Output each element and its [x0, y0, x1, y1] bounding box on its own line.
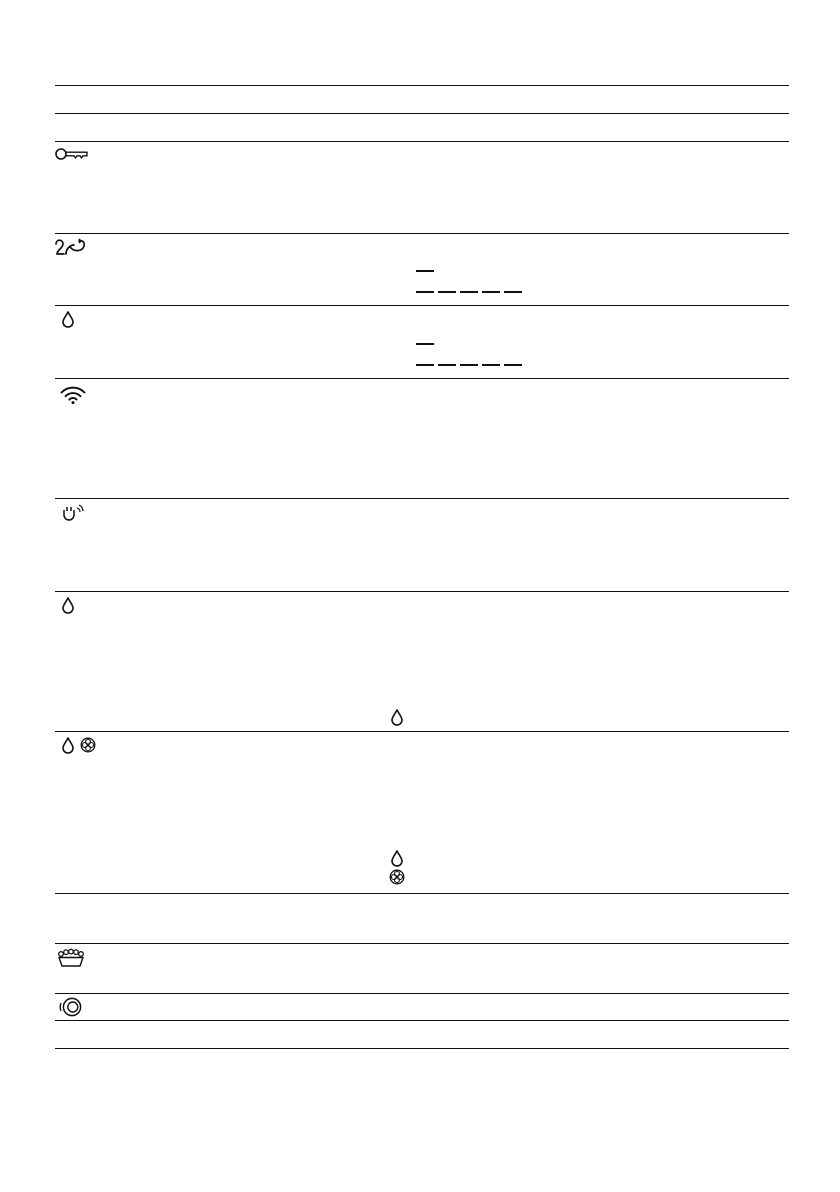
row-divider	[55, 943, 789, 944]
segment-dash	[416, 343, 434, 345]
segment-dash	[504, 364, 522, 366]
segment-dash	[416, 364, 434, 366]
water-drop-icon	[62, 737, 74, 753]
segment-dash	[438, 364, 456, 366]
row-divider	[55, 141, 789, 142]
wifi-icon	[60, 386, 86, 404]
water-drop-icon	[62, 597, 74, 613]
segment-dash	[460, 291, 478, 293]
table-header-divider	[55, 113, 789, 114]
row-divider	[55, 591, 789, 592]
water-tap-plug-icon	[54, 238, 88, 256]
water-drop-icon	[391, 850, 403, 866]
value-indicator-long	[416, 291, 522, 293]
value-indicator-short	[416, 270, 434, 272]
segment-dash	[482, 364, 500, 366]
segment-dash	[416, 270, 434, 272]
rinse-aid-flower-icon	[389, 869, 405, 885]
row-divider	[55, 1020, 789, 1021]
segment-dash	[438, 291, 456, 293]
water-drop-icon	[391, 709, 403, 725]
row-divider	[55, 378, 789, 379]
row-divider	[55, 993, 789, 994]
row-divider	[55, 305, 789, 306]
table-bottom-border	[55, 1048, 789, 1049]
segment-dash	[482, 291, 500, 293]
row-divider	[55, 498, 789, 499]
segment-dash	[416, 291, 434, 293]
key-icon	[54, 147, 90, 161]
intensive-wash-basin-icon	[56, 949, 86, 967]
remote-start-icon	[62, 503, 88, 521]
segment-dash	[504, 291, 522, 293]
segment-dash	[460, 364, 478, 366]
row-divider	[55, 233, 789, 234]
rinse-aid-flower-icon	[80, 737, 96, 753]
water-drop-icon	[62, 311, 74, 327]
row-divider	[55, 731, 789, 732]
machine-care-drum-icon	[60, 997, 84, 1017]
value-indicator-short	[416, 343, 434, 345]
table-top-border	[55, 85, 789, 86]
value-indicator-long	[416, 364, 522, 366]
row-divider	[55, 893, 789, 894]
